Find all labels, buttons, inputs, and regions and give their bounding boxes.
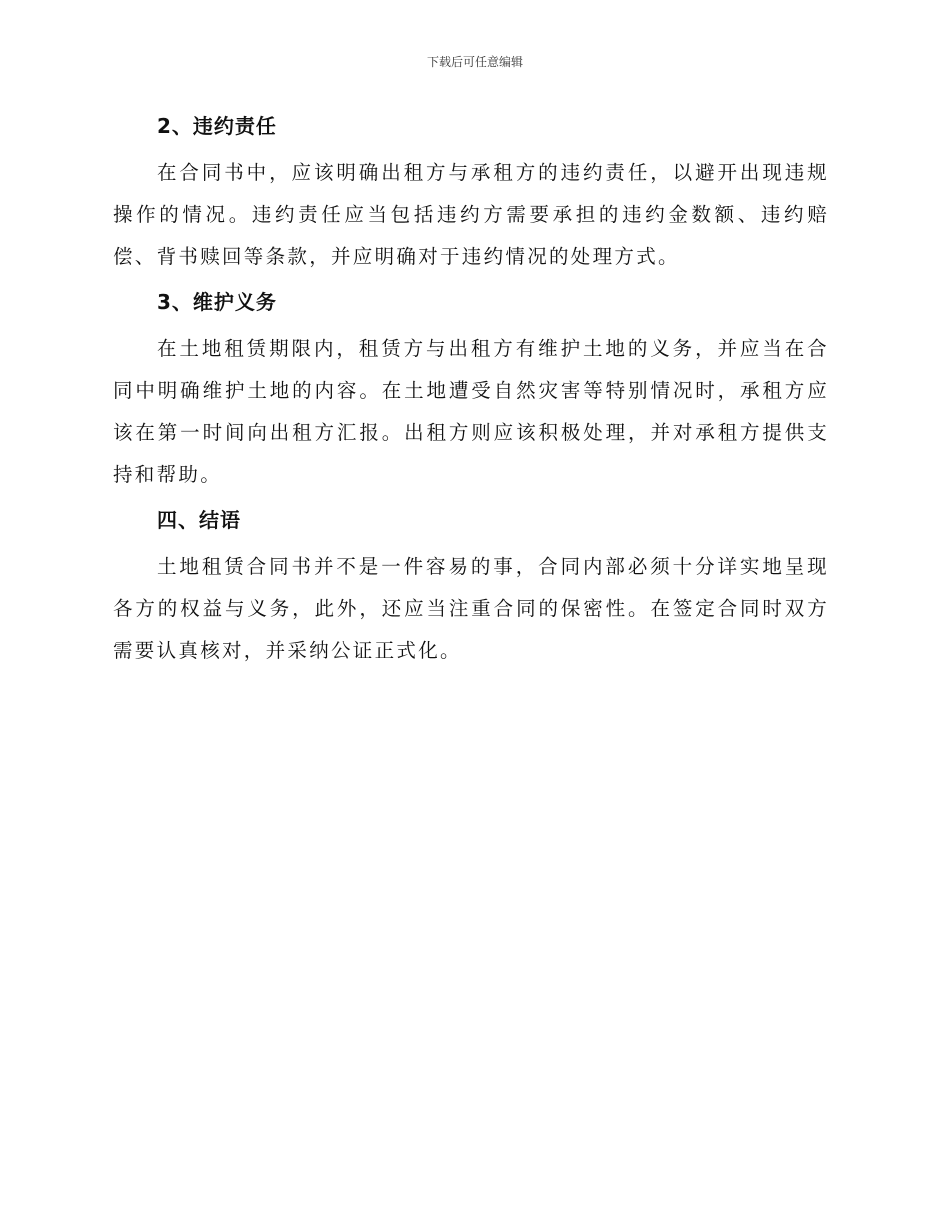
section-heading: 四、结语 <box>157 508 241 532</box>
page-header: 下载后可任意编辑 <box>426 55 523 69</box>
section-breach-liability <box>113 110 829 278</box>
section-heading: 2、违约责任 <box>157 114 277 138</box>
document-body <box>113 110 829 676</box>
section-paragraph: 在合同书中，应该明确出租方与承租方的违约责任，以避开出现违规操作的情况。违约责任应当包括违约方需要承担的违约金数额、违约赔偿、背书赎回等条款，并应明确对于违约情况的处理方式。 <box>113 161 829 268</box>
section-conclusion <box>113 504 829 672</box>
section-maintenance-obligation <box>113 286 829 496</box>
section-heading: 3、维护义务 <box>157 290 277 314</box>
section-paragraph: 土地租赁合同书并不是一件容易的事，合同内部必须十分详实地呈现各方的权益与义务，此外，还应当注重合同的保密性。在签定合同时双方需要认真核对，并采纳公证正式化。 <box>113 555 829 662</box>
section-paragraph: 在土地租赁期限内，租赁方与出租方有维护土地的义务，并应当在合同中明确维护土地的内容。在土地遭受自然灾害等特别情况时，承租方应该在第一时间向出租方汇报。出租方则应该积极处理，并对承租方提供支持和帮助。 <box>113 337 829 486</box>
